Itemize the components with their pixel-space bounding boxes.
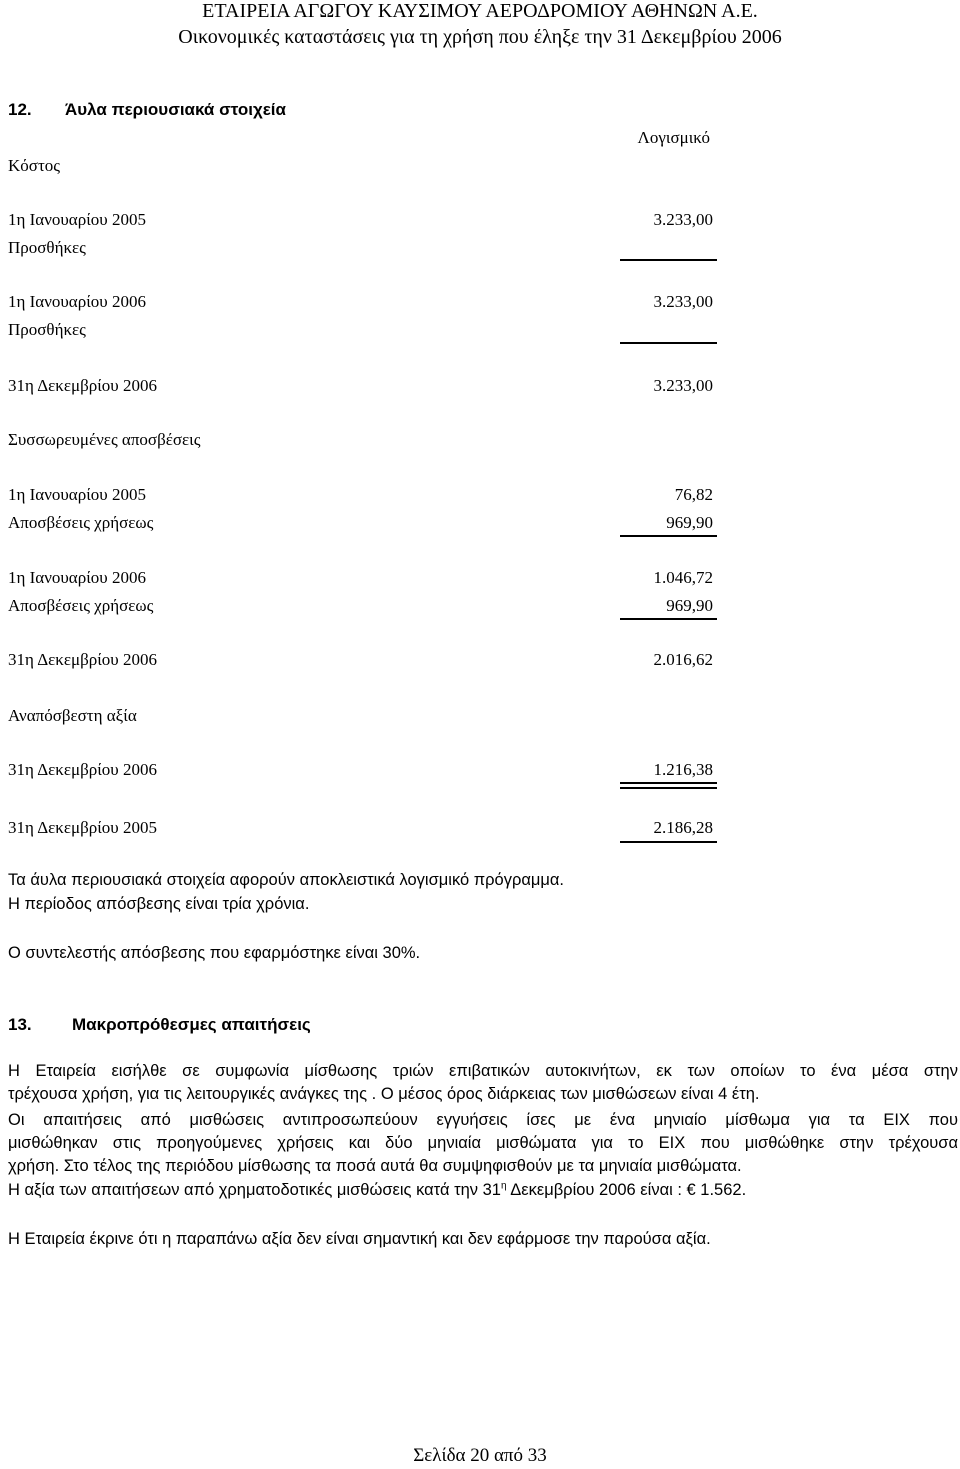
note13-number: 13. <box>8 1015 32 1034</box>
subtotal-rule <box>620 342 717 344</box>
nbv-row-label: 31η Δεκεμβρίου 2005 <box>8 818 157 837</box>
statements-subtitle: Οικονομικές καταστάσεις για τη χρήση που έληξε την 31 Δεκεμβρίου 2006 <box>178 26 782 48</box>
cost-row-value: 3.233,00 <box>653 376 713 395</box>
cost-row-label: Προσθήκες <box>8 320 86 339</box>
note12-number: 12. <box>8 100 32 119</box>
lease-receivables-value-text <box>8 1181 746 1200</box>
depr-row-label: 31η Δεκεμβρίου 2006 <box>8 650 157 669</box>
subtotal-rule <box>620 259 717 261</box>
paragraph-line: Οι απαιτήσεις από μισθώσεις αντιπροσωπεύουν εγγυήσεις ίσες με ένα μηνιαίο μίσθωμα για τα ΕΙΧ που <box>8 1111 958 1129</box>
depr-row-value: 1.046,72 <box>653 568 713 587</box>
note13-title: Μακροπρόθεσμες απαιτήσεις <box>72 1015 311 1034</box>
page-number: Σελίδα 20 από 33 <box>413 1445 547 1466</box>
depr-row-value: 2.016,62 <box>653 650 713 669</box>
nbv-heading: Αναπόσβεστη αξία <box>8 706 137 725</box>
cost-row-label: 1η Ιανουαρίου 2006 <box>8 292 146 311</box>
cost-row-label: Προσθήκες <box>8 238 86 257</box>
text-part: Δεκεμβρίου 2006 είναι : € 1.562. <box>506 1181 747 1199</box>
cost-row-label: 31η Δεκεμβρίου 2006 <box>8 376 157 395</box>
paragraph-line: χρήση. Στο τέλος της περιόδου μίσθωσης τα ποσά αυτά θα συμψηφισθούν με τα μηνιαία μισθώματα. <box>8 1157 742 1175</box>
depr-row-value: 76,82 <box>674 485 713 504</box>
company-title: ΕΤΑΙΡΕΙΑ ΑΓΩΓΟΥ ΚΑΥΣΙΜΟΥ ΑΕΡΟΔΡΟΜΙΟΥ ΑΘΗΝΩΝ Α.Ε. <box>202 0 758 22</box>
depreciation-heading: Συσσωρευμένες αποσβέσεις <box>8 430 201 449</box>
note12-text: Ο συντελεστής απόσβεσης που εφαρμόστηκε είναι 30%. <box>8 944 421 962</box>
cost-row-label: 1η Ιανουαρίου 2005 <box>8 210 146 229</box>
note12-text: Τα άυλα περιουσιακά στοιχεία αφορούν αποκλειστικά λογισμικό πρόγραμμα. <box>8 871 565 889</box>
note13-conclusion: Η Εταιρεία έκρινε ότι η παραπάνω αξία δεν είναι σημαντική και δεν εφάρμοσε την παρούσα αξία. <box>8 1230 711 1248</box>
total-double-rule <box>620 782 717 789</box>
depr-row-label: Αποσβέσεις χρήσεως <box>8 596 154 615</box>
subtotal-rule <box>620 841 717 843</box>
cost-row-value: 3.233,00 <box>653 210 713 229</box>
note12-text: Η περίοδος απόσβεσης είναι τρία χρόνια. <box>8 895 310 913</box>
cost-heading: Κόστος <box>8 156 61 175</box>
ordinal-superscript: η <box>500 1180 507 1192</box>
paragraph-line: Η Εταιρεία εισήλθε σε συμφωνία μίσθωσης τριών επιβατικών αυτοκινήτων, εκ των οποίων το ένα μέσα στην <box>8 1062 958 1080</box>
note13-paragraph <box>8 1060 958 1106</box>
column-header-software: Λογισμικό <box>637 128 710 147</box>
note12-title: Άυλα περιουσιακά στοιχεία <box>65 100 286 119</box>
text-part: Η αξία των απαιτήσεων από χρηματοδοτικές μισθώσεις κατά την 31 <box>8 1181 501 1199</box>
subtotal-rule <box>620 618 717 620</box>
nbv-row-value: 1.216,38 <box>653 760 713 779</box>
subtotal-rule <box>620 535 717 537</box>
nbv-row-value: 2.186,28 <box>653 818 713 837</box>
cost-row-value: 3.233,00 <box>653 292 713 311</box>
nbv-row-label: 31η Δεκεμβρίου 2006 <box>8 760 157 779</box>
depr-row-label: Αποσβέσεις χρήσεως <box>8 513 154 532</box>
depr-row-value: 969,90 <box>666 513 713 532</box>
depr-row-label: 1η Ιανουαρίου 2005 <box>8 485 146 504</box>
depr-row-value: 969,90 <box>666 596 713 615</box>
depr-row-label: 1η Ιανουαρίου 2006 <box>8 568 146 587</box>
note13-paragraph <box>8 1109 958 1178</box>
paragraph-line: τρέχουσα χρήση, για τις λειτουργικές ανάγκες της . Ο μέσος όρος διάρκειας των μισθώσεων είναι 4 έτη. <box>8 1085 760 1103</box>
paragraph-line: μισθώθηκαν στις προηγούμενες χρήσεις και δύο μηνιαία μισθώματα για το ΕΙΧ που μισθώθηκε στην τρέχουσα <box>8 1134 958 1152</box>
